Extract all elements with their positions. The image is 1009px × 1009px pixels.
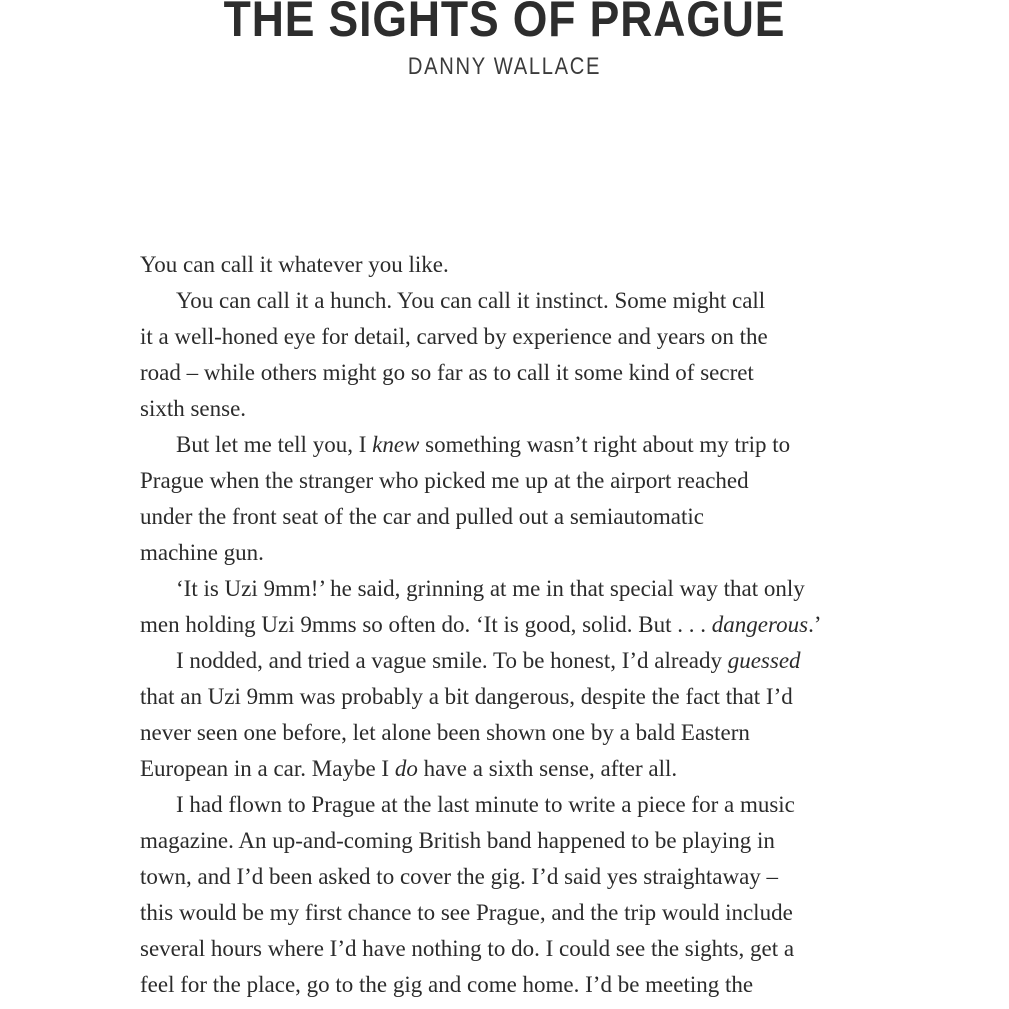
text-segment: magazine. An up-and-coming British band happened to be playing in bbox=[140, 828, 775, 853]
text-line bbox=[140, 319, 880, 355]
text-segment: machine gun. bbox=[140, 540, 264, 565]
text-line bbox=[140, 535, 880, 571]
text-segment: several hours where I’d have nothing to do. I could see the sights, get a bbox=[140, 936, 795, 961]
text-line bbox=[140, 823, 880, 859]
text-segment: this would be my first chance to see Prague, and the trip would include bbox=[140, 900, 793, 925]
italic-text-segment: dangerous bbox=[711, 612, 809, 637]
paragraph bbox=[140, 571, 880, 643]
text-line bbox=[140, 643, 880, 679]
text-line bbox=[140, 427, 880, 463]
italic-text-segment: guessed bbox=[727, 648, 801, 673]
text-segment: But let me tell you, I bbox=[176, 432, 373, 457]
paragraph bbox=[140, 643, 880, 787]
text-segment: I had flown to Prague at the last minute to write a piece for a music bbox=[176, 792, 795, 817]
paragraph bbox=[140, 427, 880, 571]
text-line bbox=[140, 499, 880, 535]
text-segment: I nodded, and tried a vague smile. To be honest, I’d already bbox=[176, 648, 728, 673]
chapter-title: THE SIGHTS OF PRAGUE bbox=[223, 0, 786, 47]
text-line bbox=[140, 391, 880, 427]
paragraph bbox=[140, 787, 880, 1003]
text-line bbox=[140, 355, 880, 391]
paragraph bbox=[140, 247, 880, 283]
text-segment: .’ bbox=[808, 612, 822, 637]
text-segment: that an Uzi 9mm was probably a bit dangerous, despite the fact that I’d bbox=[140, 684, 793, 709]
text-segment: ‘It is Uzi 9mm!’ he said, grinning at me in that special way that only bbox=[176, 576, 805, 601]
text-line bbox=[140, 967, 880, 1003]
text-segment: Prague when the stranger who picked me up at the airport reached bbox=[140, 468, 749, 493]
text-line bbox=[140, 931, 880, 967]
text-line bbox=[140, 895, 880, 931]
text-line bbox=[140, 247, 880, 283]
text-segment: something wasn’t right about my trip to bbox=[419, 432, 791, 457]
text-segment: You can call it whatever you like. bbox=[140, 252, 449, 277]
text-line bbox=[140, 859, 880, 895]
italic-text-segment: knew bbox=[372, 432, 420, 457]
italic-text-segment: do bbox=[394, 756, 418, 781]
text-line bbox=[140, 787, 880, 823]
text-segment: You can call it a hunch. You can call it instinct. Some might call bbox=[176, 288, 766, 313]
text-segment: sixth sense. bbox=[140, 396, 247, 421]
text-segment: have a sixth sense, after all. bbox=[417, 756, 678, 781]
text-segment: European in a car. Maybe I bbox=[140, 756, 395, 781]
text-line bbox=[140, 715, 880, 751]
text-line bbox=[140, 283, 880, 319]
text-segment: men holding Uzi 9mms so often do. ‘It is good, solid. But . . . bbox=[140, 612, 712, 637]
text-segment: under the front seat of the car and pulled out a semiautomatic bbox=[140, 504, 704, 529]
body-text bbox=[140, 247, 880, 1003]
text-segment: feel for the place, go to the gig and come home. I’d be meeting the bbox=[140, 972, 754, 997]
text-line bbox=[140, 679, 880, 715]
text-line bbox=[140, 463, 880, 499]
author-name: DANNY WALLACE bbox=[407, 53, 602, 80]
text-line bbox=[140, 751, 880, 787]
text-line bbox=[140, 607, 880, 643]
paragraph bbox=[140, 283, 880, 427]
text-segment: it a well-honed eye for detail, carved by experience and years on the bbox=[140, 324, 768, 349]
text-line bbox=[140, 571, 880, 607]
text-segment: road – while others might go so far as to call it some kind of secret bbox=[140, 360, 754, 385]
text-segment: town, and I’d been asked to cover the gig. I’d said yes straightaway – bbox=[140, 864, 779, 889]
text-segment: never seen one before, let alone been shown one by a bald Eastern bbox=[140, 720, 750, 745]
